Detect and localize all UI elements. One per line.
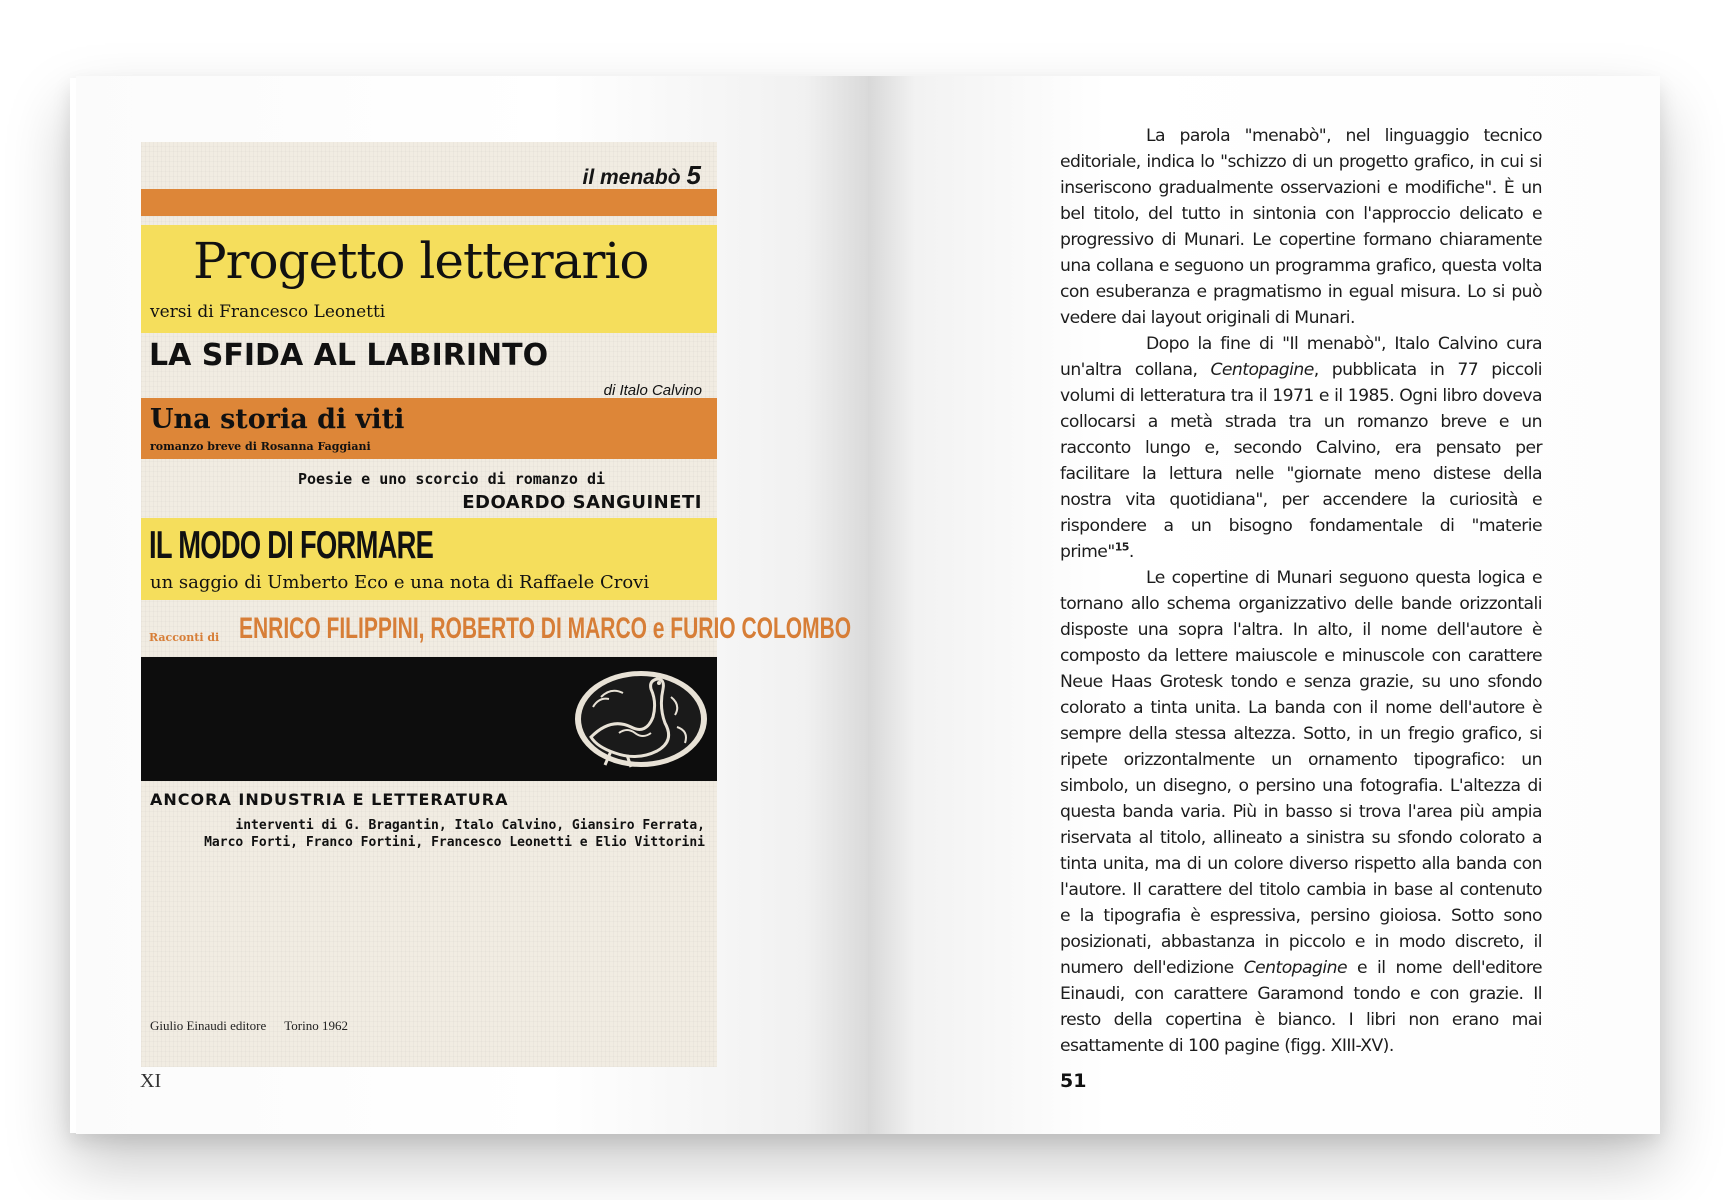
body-paragraph bbox=[1060, 123, 1542, 331]
cover-racconti-authors: ENRICO FILIPPINI, ROBERTO DI MARCO e FURIO COLOMBO bbox=[239, 612, 852, 645]
cover-title-storia-viti: Una storia di viti bbox=[150, 404, 405, 435]
cover-byline-interventi-2: Marco Forti, Franco Fortini, Francesco Leonetti e Elio Vittorini bbox=[204, 835, 705, 850]
text-run: , pubblicata in 77 piccoli volumi di letteratura tra il 1971 e il 1985. Ogni libro doveva collocarsi a metà strada tra un romanzo breve e un racconto lungo e, secondo Calvino, era pensato per facilitare la lettura nelle "giornate meno distese della nostra vita quotidiana", per accendere la curiosità e rispondere a un bisogno fondamentale di "materie prime" bbox=[1060, 360, 1543, 562]
cover-title-modo-formare: IL MODO DI FORMARE bbox=[149, 524, 434, 567]
text-run: . bbox=[1128, 542, 1134, 562]
text-run: Dopo la fine di "Il menabò", Italo Calvino cura un'altra collana, bbox=[1060, 334, 1542, 380]
page-number-left: XI bbox=[140, 1070, 162, 1092]
cover-title-poesie: Poesie e uno scorcio di romanzo di bbox=[297, 470, 605, 488]
page-number-right: 51 bbox=[1060, 1070, 1087, 1092]
cover-title-progetto-letterario: Progetto letterario bbox=[193, 232, 649, 290]
cover-byline-sanguineti: EDOARDO SANGUINETI bbox=[462, 492, 702, 513]
cover-byline-leonetti: versi di Francesco Leonetti bbox=[150, 302, 386, 322]
body-paragraph bbox=[1060, 565, 1542, 1059]
right-page bbox=[868, 76, 1660, 1134]
cover-byline-eco: un saggio di Umberto Eco e una nota di Raffaele Crovi bbox=[150, 572, 650, 593]
cover-racconti-prefix: Racconti di bbox=[149, 631, 220, 644]
italic-title: Centopagine bbox=[1210, 360, 1314, 380]
text-run: e il nome dell'editore Einaudi, con carattere Garamond tondo e con grazie. Il resto della copertina è bianco. I libri non erano mai esattamente di 100 pagine (figg. XIII-XV). bbox=[1060, 958, 1543, 1056]
body-text bbox=[1060, 123, 1542, 1059]
cover-byline-calvino: di Italo Calvino bbox=[603, 382, 702, 399]
journal-name: il menabò 5 bbox=[582, 160, 701, 190]
cover-publisher: Giulio Einaudi editore Torino 1962 bbox=[150, 1018, 348, 1033]
orange-stripe-band bbox=[141, 189, 717, 216]
cover-byline-interventi-1: interventi di G. Bragantin, Italo Calvino, Giansiro Ferrata, bbox=[235, 818, 705, 833]
cover-title-sfida-labirinto: LA SFIDA AL LABIRINTO bbox=[149, 338, 549, 373]
cover-byline-faggiani: romanzo breve di Rosanna Faggiani bbox=[150, 440, 371, 453]
left-page bbox=[76, 76, 868, 1134]
text-run: La parola "menabò", nel linguaggio tecnico editoriale, indica lo "schizzo di un progetto grafico, in cui si inseriscono gradualmente osservazioni e modifiche". È un bel titolo, del tutto in sintonia con l'approccio delicato e progressivo di Munari. Le copertine formano chiaramente una collana e seguono un programma grafico, questa volta con esuberanza e pragmatismo in egual misura. Lo si può vedere dai layout originali di Munari. bbox=[1060, 126, 1542, 328]
text-run: Le copertine di Munari seguono questa logica e tornano allo schema organizzativo delle bande orizzontali disposte una sopra l'altra. In alto, il nome dell'autore è composto da lettere maiuscole e minuscole con carattere Neue Haas Grotesk tondo e senza grazie, su uno sfondo colorato a tinta unita. La banda con il nome dell'autore è sempre della stessa altezza. Sotto, in un fregio grafico, si ripete orizzontalmente un ornamento tipografico: un simbolo, un disegno, o persino una fotografia. L'altezza di questa banda varia. Più in basso si trova l'area più ampia riservata al titolo, allineato a sinistra su sfondo colorato a tinta unita, ma di un colore diverso rispetto alla banda con l'autore. Il carattere del titolo cambia in base al contenuto e la tipografia è espressiva, persino gioiosa. Sotto sono posizionati, abbastanza in piccolo e in modo discreto, il numero dell'edizione bbox=[1060, 568, 1542, 978]
black-emblem-band bbox=[141, 657, 717, 781]
italic-title: Centopagine bbox=[1243, 958, 1347, 978]
ostrich-emblem-icon bbox=[571, 667, 711, 771]
cover-title-industria: ANCORA INDUSTRIA E LETTERATURA bbox=[150, 790, 509, 809]
book-cover-image bbox=[141, 142, 852, 1067]
body-paragraph bbox=[1060, 331, 1542, 565]
footnote-ref: 15 bbox=[1114, 540, 1129, 554]
